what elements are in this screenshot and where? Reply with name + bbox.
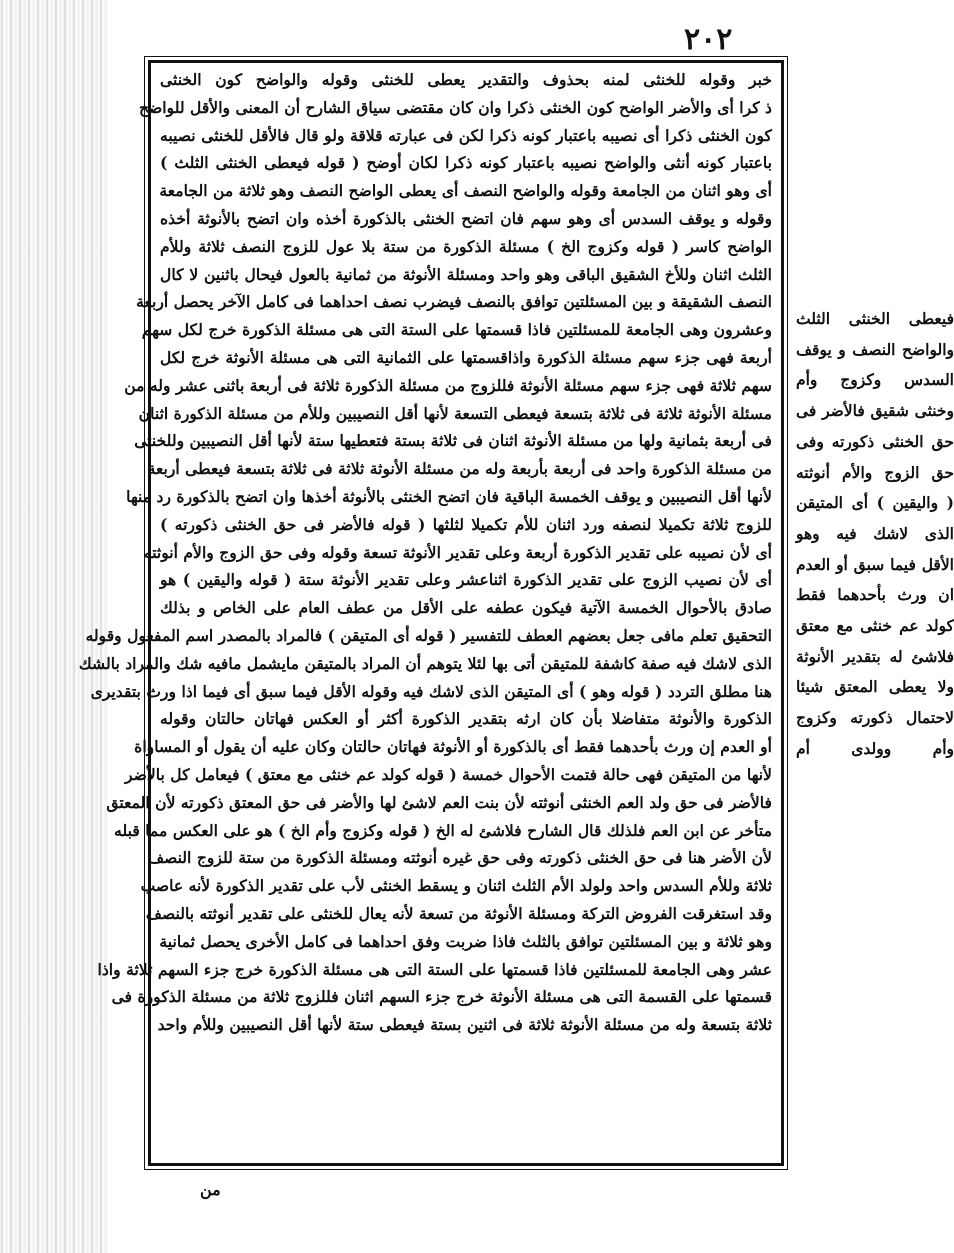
text-line: الذى لاشك فيه صفة كاشفة للمتيقن أتى بها لئلا يتوهم أن المراد بالمتيقن مايشمل مافيه شك والمراد بالشك <box>78 653 772 673</box>
text-line: التحقيق تعلم مافى جعل بعضهم العطف للتفسير ( قوله أى المتيقن ) فالمراد بالمصدر اسم المفعول وقوله <box>85 625 772 645</box>
page-number: ٢٠٢ <box>684 22 733 57</box>
text-line: أى وهو اثنان من الجامعة وقوله والواضح النصف أى يعطى الواضح النصف وهو ثلاثة من الجامعة <box>159 181 772 201</box>
text-line: باعتبار كونه أنثى والواضح نصيبه باعتبار كونه ذكرا لكان أوضح ( قوله فيعطى الخنثى الثلث ) <box>160 153 772 173</box>
text-line: متأخر عن ابن العم فلذلك قال الشارح فلاشئ له الخ ( قوله وكزوج وأم الخ ) هو على العكس مما قبله <box>114 820 772 840</box>
text-line: وقد استغرقت الفروض التركة ومسئلة الأنوثة من تسعة لأنه يعال للخنثى على تقدير أنوثته بالنصف <box>145 903 772 923</box>
text-line: سهم ثلاثة فهى جزء سهم مسئلة الأنوثة فللزوج من مسئلة الذكورة ثلاثة فى أربعة باثنى عشر وله من <box>124 375 772 395</box>
text-line: النصف الشقيقة و بين المسئلتين توافق بالنصف فيضرب نصف احداهما فى كامل الآخر يحصل أربعة <box>136 292 772 312</box>
text-line: ذ كرا أى والأضر الواضح كون الخنثى ذكرا وان كان مقتضى سياق الشارح أن المعنى والأقل للواضح <box>139 97 772 117</box>
margin-matn-text <box>796 304 954 765</box>
text-line: أربعة فهى جزء سهم مسئلة الذكورة واذاقسمتها على الثمانية التى هى مسئلة الأنوثة خرج لكل <box>160 347 772 367</box>
text-line: لأن الأضر هنا فى حق الخنثى ذكورته وفى حق غيره أنوثته ومسئلة الذكورة من ستة للزوج النصف <box>147 848 772 868</box>
margin-line: فلاشئ له بتقدير الأنوثة <box>796 646 954 666</box>
margin-line: حق الخنثى ذكورته وفى <box>796 431 954 451</box>
margin-line: فيعطى الخنثى الثلث <box>796 309 954 328</box>
margin-line: ان ورث بأحدهما فقط <box>796 585 954 605</box>
text-line: كون الخنثى ذكرا أى نصيبه باعتبار كونه ذكرا لكن فى عبارته قلاقة ولو قال فالأقل للخنثى نصيبه <box>160 125 772 145</box>
text-line: وقوله و يوقف السدس أى وهو سهم فان اتضح الخنثى بالذكورة أخذه وان اتضح بالأنوثة أخذه <box>160 208 772 228</box>
margin-line: الذى لاشك فيه وهو <box>796 523 954 543</box>
text-line: أى لأن نصيب الزوج على تقدير الذكورة اثناعشر وعلى تقدير الأنوثة ستة ( قوله واليقين ) هو <box>160 570 772 590</box>
margin-line: السدس وكزوج وأم <box>796 370 954 390</box>
text-line: للزوج ثلاثة تكميلا لنصفه ورد اثنان للأم تكميلا لثلثها ( قوله فالأضر فى حق الخنثى ذكورته ) <box>160 514 772 534</box>
margin-line: ولا يعطى المعتق شيئا <box>796 677 954 697</box>
text-line: أو العدم إن ورث بأحدهما فقط أى بالذكورة أو الأنوثة فهاتان حالتان وكان عليه أن يقول أو المساواة <box>134 737 772 757</box>
text-line: الذكورة والأنوثة متفاضلا بأن كان ارثه بتقدير الذكورة أكثر أو العكس فهاتان حالتان وقوله <box>160 709 772 729</box>
margin-line: وخنثى شقيق فالأضر فى <box>796 401 954 421</box>
text-line: الواضح كاسر ( قوله وكزوج الخ ) مسئلة الذكورة من ستة بلا عول للزوج النصف ثلاثة وللأم <box>160 236 772 256</box>
text-line: وهو ثلاثة و بين المسئلتين توافق بالثلث فاذا ضربت وفق احداهما فى كامل الأخرى يحصل ثمانية <box>159 931 772 951</box>
text-line: عشر وهى الجامعة للمسئلتين فاذا قسمتها على الستة التى هى مسئلة الذكورة خرج جزء السهم ثلاثة واذا <box>97 959 772 979</box>
margin-line: الأقل فيما سبق أو العدم <box>796 554 954 574</box>
text-line: هنا مطلق التردد ( قوله وهو ) أى المتيقن الذى لاشك فيه وقوله الأقل فيما سبق أى فيما اذا ورث بتقديرى <box>90 681 772 701</box>
margin-line: وأم وولدى أم <box>796 738 954 758</box>
margin-line: حق الزوج والأم أنوثته <box>796 462 954 482</box>
text-line: صادق بالأحوال الخمسة الآتية فيكون عطفه على الأقل من عطف العام على الخاص و بذلك <box>160 598 772 618</box>
margin-line: كولد عم خنثى مع معتق <box>796 616 954 636</box>
text-line: مسئلة الأنوثة ثلاثة فى ثلاثة بتسعة فيعطى التسعة لأنها أقل النصيبين وللأم من مسئلة الذكورة اثنان <box>138 403 772 423</box>
main-commentary-text <box>78 66 772 1162</box>
text-line: ثلاثة وللأم السدس واحد ولولد الأم الثلث اثنان و يسقط الخنثى لأب على تقدير الذكورة لأنه عاصب <box>140 876 772 896</box>
text-line: أى لأن نصيبه على تقدير الذكورة أربعة وعلى تقدير الأنوثة تسعة وقوله وفى حق الزوج والأم أنوثته <box>143 542 772 562</box>
margin-line: ( واليقين ) أى المتيقن <box>796 493 954 513</box>
text-line: ثلاثة بتسعة وله من مسئلة الأنوثة ثلاثة فى اثنين بستة فيعطى ستة لأنها أقل النصيبين وللأم واحد <box>157 1015 772 1035</box>
text-line: من مسئلة الذكورة واحد فى أربعة بأربعة وله من مسئلة الأنوثة ثلاثة فى ثلاثة بتسعة فيعطى أربعة <box>147 459 772 479</box>
margin-line: والواضح النصف و يوقف <box>796 339 954 359</box>
text-line: الثلث اثنان وللأخ الشقيق الباقى وهو واحد ومسئلة الأنوثة من ثمانية بالعول فيحال باثنين لا كال <box>160 264 772 284</box>
text-line: فالأضر فى حق ولد العم الخنثى أنوثته لأن بنت العم لاشئ لها والأضر فى حق المعتق ذكورته لأن المعتق <box>106 792 772 812</box>
text-line: لأنها أقل النصيبين و يوقف الخمسة الباقية فان اتضح الخنثى بالأنوثة أخذها وان اتضح بالذكورة رد منها <box>126 486 772 506</box>
text-line: قسمتها على القسمة التى هى مسئلة الأنوثة خرج جزء السهم اثنان فللزوج ثلاثة من مسئلة الذكورة فى <box>111 987 772 1007</box>
text-line: خبر وقوله للخنثى لمنه بحذوف والتقدير يعطى للخنثى وقوله والواضح كون الخنثى <box>160 70 772 89</box>
catchword: من <box>200 1180 221 1199</box>
text-line: وعشرون وهى الجامعة للمسئلتين فاذا قسمتها على الستة التى هى مسئلة الذكورة خرج لكل سهم <box>141 320 772 340</box>
text-line: فى أربعة بثمانية ولها من مسئلة الأنوثة اثنان فى ثلاثة بستة فتعطيها ستة لأنها أقل النصيبين وللخنثى <box>134 431 772 451</box>
text-line: لأنها من المتيقن فهى حالة فتمت الأحوال خمسة ( قوله كولد عم خنثى مع معتق ) فيعامل كل بالأضر <box>125 764 772 784</box>
margin-line: لاحتمال ذكورته وكزوج <box>796 708 954 728</box>
